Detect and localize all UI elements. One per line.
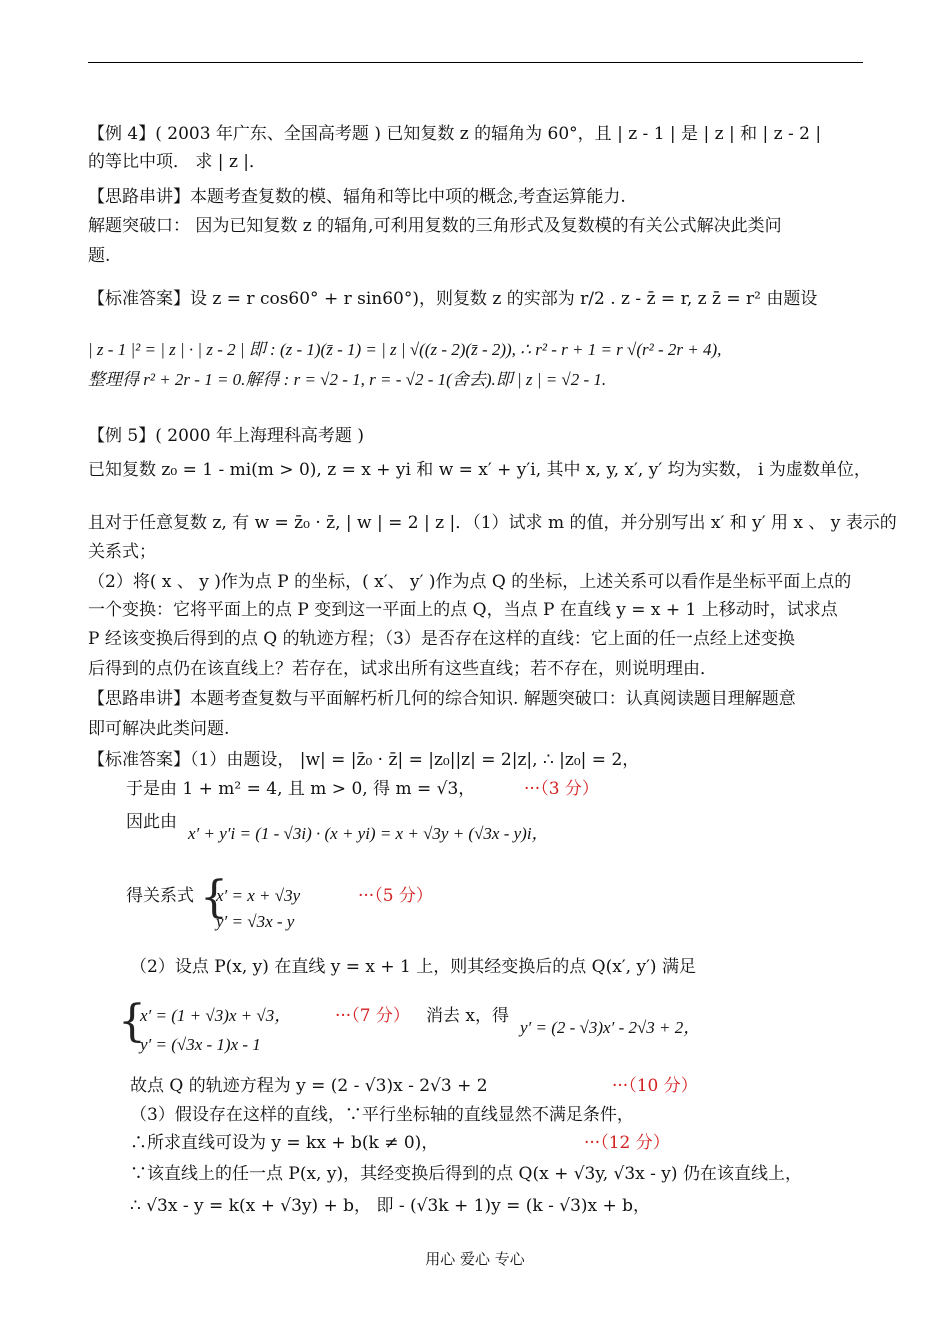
ex5-locus-eq: 故点 Q 的轨迹方程为 y = (2 - √3)x - 2√3 + 2: [130, 1076, 488, 1096]
ex5-part3-point: ∵该直线上的任一点 P(x, y)，其经变换后得到的点 Q(x + √3y, √3x - y) 仍在该直线上，: [130, 1164, 802, 1184]
ex5-answer-therefore: 因此由: [126, 812, 177, 832]
ex5-question-line1: 已知复数 z₀ = 1 - mi(m > 0), z = x + yi 和 w = x′ + y′i, 其中 x, y, x′, y′ 均为实数， i 为虚数单位，: [88, 460, 871, 480]
ex5-title: 【例 5】( 2000 年上海理科高考题 ): [88, 426, 364, 446]
system-brace: {: [200, 872, 228, 923]
part2-eliminate: 消去 x，得: [426, 1006, 509, 1026]
score-5: ···（5 分）: [358, 886, 433, 906]
ex5-question-line5: 一个变换：它将平面上的点 P 变到这一平面上的点 Q，当点 P 在直线 y = x + 1 上移动时，试求点: [88, 600, 838, 620]
ex5-analysis-line1: 【思路串讲】本题考查复数与平面解朽析几何的综合知识. 解题突破口：认真阅读题目理解题意: [88, 689, 796, 709]
ex4-analysis: 【思路串讲】本题考查复数的模、辐角和等比中项的概念,考查运算能力.: [88, 187, 626, 207]
page-footer: 用心 爱心 专心: [425, 1250, 525, 1268]
ex5-question-line7: 后得到的点仍在该直线上？若存在，试求出所有这些直线；若不存在，则说明理由．: [88, 659, 717, 679]
score-12: ···（12 分）: [584, 1133, 670, 1153]
header-rule: [88, 62, 863, 63]
ex5-part2-intro: （2）设点 P(x, y) 在直线 y = x + 1 上，则其经变换后的点 Q(x′, y′) 满足: [130, 957, 696, 977]
ex4-answer-line1: 【标准答案】设 z = r cos60° + r sin60°)，则复数 z 的实部为 r/2 . z - z̄ = r, z z̄ = r² 由题设: [88, 289, 818, 309]
part2-x-eq: x′ = (1 + √3)x + √3，: [140, 1006, 292, 1025]
ex4-answer-line3: 整理得 r² + 2r - 1 = 0.解得 : r = √2 - 1, r = - √2 - 1(舍去).即 | z | = √2 - 1.: [88, 370, 607, 389]
score-10: ···（10 分）: [612, 1076, 698, 1096]
ex5-question-line2: 且对于任意复数 z, 有 w = z̄₀ · z̄, | w | = 2 | z |．（1）试求 m 的值，并分别写出 x′ 和 y′ 用 x 、 y 表示的: [88, 513, 897, 533]
score-3: ···（3 分）: [524, 779, 599, 799]
ex4-question-line1: 【例 4】( 2003 年广东、全国高考题 ) 已知复数 z 的辐角为 60°，且 | z - 1 | 是 | z | 和 | z - 2 |: [88, 124, 822, 144]
ex5-question-line4: （2）将( x 、 y )作为点 P 的坐标，( x′、 y′ )作为点 Q 的坐标，上述关系可以看作是坐标平面上点的: [88, 572, 852, 592]
ex4-question-line2: 的等比中项． 求 | z |．: [88, 152, 267, 172]
ex5-part3-assume: （3）假设存在这样的直线，∵平行坐标轴的直线显然不满足条件，: [130, 1105, 634, 1125]
relation-x: x′ = x + √3y: [216, 886, 301, 905]
ex5-question-line6: P 经该变换后得到的点 Q 的轨迹方程；（3）是否存在这样的直线：它上面的任一点经上述变换: [88, 629, 795, 649]
ex5-answer-m-value: 于是由 1 + m² = 4, 且 m > 0, 得 m = √3，: [126, 779, 476, 799]
part2-result: y′ = (2 - √3)x′ - 2√3 + 2，: [520, 1018, 701, 1037]
relation-y: y′ = √3x - y: [216, 912, 295, 931]
ex4-breakthrough-line2: 题.: [88, 246, 111, 266]
system-brace-2: {: [118, 996, 146, 1047]
ex5-answer-transform-eq: x′ + y′i = (1 - √3i) · (x + yi) = x + √3y + (√3x - y)i，: [188, 824, 549, 843]
ex4-answer-line2: | z - 1 |² = | z | · | z - 2 | 即 : (z - 1)(z̄ - 1) = | z | √((z - 2)(z̄ - 2)), ∴ r² - r + 1 = r √(r² - 2r + 4),: [88, 340, 722, 359]
ex5-answer-part1: 【标准答案】（1）由题设， |w| = |z̄₀ · z̄| = |z₀||z| = 2|z|, ∴ |z₀| = 2，: [88, 750, 640, 770]
score-7: ···（7 分）: [335, 1006, 410, 1026]
ex5-question-line3: 关系式；: [88, 542, 156, 562]
ex5-answer-relation-label: 得关系式: [126, 886, 194, 906]
ex5-part3-line-form: ∴所求直线可设为 y = kx + b(k ≠ 0)，: [130, 1133, 439, 1153]
ex5-analysis-line2: 即可解决此类问题.: [88, 719, 230, 739]
ex4-breakthrough-line1: 解题突破口： 因为已知复数 z 的辐角,可利用复数的三角形式及复数模的有关公式解决此类问: [88, 216, 782, 236]
part2-y-eq: y′ = (√3x - 1)x - 1: [140, 1035, 261, 1054]
ex5-part3-equation: ∴ √3x - y = k(x + √3y) + b， 即 - (√3k + 1)y = (k - √3)x + b，: [130, 1196, 651, 1216]
